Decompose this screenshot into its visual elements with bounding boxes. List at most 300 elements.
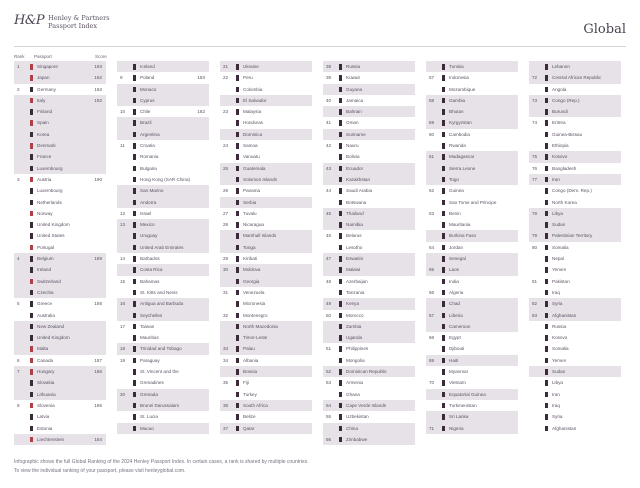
rank-value: 82	[532, 301, 538, 307]
passport-name: Monaco	[140, 86, 157, 92]
rank-value: 28	[223, 222, 229, 228]
ranking-row	[117, 151, 209, 162]
ranking-row	[426, 84, 518, 95]
ranking-row	[323, 411, 415, 422]
passport-name: Kenya	[346, 301, 360, 307]
passport-name: Togo	[449, 176, 459, 182]
ranking-row	[323, 84, 415, 95]
ranking-row	[529, 400, 621, 411]
flag-icon	[133, 87, 136, 93]
passport-name: Honduras	[243, 120, 263, 126]
flag-icon	[133, 120, 136, 126]
flag-icon	[133, 109, 136, 115]
ranking-row	[220, 355, 312, 366]
passport-name: Somalia	[552, 244, 569, 250]
ranking-row	[529, 174, 621, 185]
rank-value: 83	[532, 312, 538, 318]
flag-icon	[30, 177, 33, 183]
flag-icon	[545, 369, 548, 375]
flag-icon	[545, 426, 548, 432]
passport-name: Turkmenistan	[449, 402, 477, 408]
ranking-column	[529, 61, 621, 434]
flag-icon	[30, 380, 33, 386]
flag-icon	[442, 313, 445, 319]
passport-name: Kazakhstan	[346, 176, 371, 182]
flag-icon	[236, 313, 239, 319]
passport-name: Italy	[37, 97, 46, 103]
ranking-row	[14, 208, 106, 219]
ranking-row	[117, 298, 209, 309]
passport-name: St. Kitts and Nevis	[140, 289, 178, 295]
passport-name: Syria	[552, 414, 563, 420]
passport-name: Russia	[552, 323, 567, 329]
rank-value: 50	[326, 312, 332, 318]
passport-name: Bosnia	[243, 369, 258, 375]
ranking-row	[323, 355, 415, 366]
passport-name: Mexico	[140, 222, 155, 228]
passport-name: Cameroon	[449, 323, 471, 329]
passport-name: United Kingdom	[37, 222, 70, 228]
flag-icon	[236, 211, 239, 217]
passport-name: North Macedonia	[243, 323, 278, 329]
passport-name: Egypt	[449, 335, 461, 341]
flag-icon	[339, 346, 342, 352]
flag-icon	[339, 313, 342, 319]
flag-icon	[545, 98, 548, 104]
flag-icon	[30, 279, 33, 285]
flag-icon	[30, 369, 33, 375]
rank-value: 38	[326, 64, 332, 69]
passport-name: Thailand	[346, 210, 364, 216]
rank-value: 36	[223, 402, 229, 408]
rank-value: 16	[120, 301, 126, 307]
ranking-row	[14, 400, 106, 411]
passport-name: Korea	[37, 131, 50, 137]
rank-value: 56	[326, 436, 332, 442]
flag-icon	[545, 380, 548, 386]
ranking-row	[426, 253, 518, 264]
ranking-row	[220, 389, 312, 400]
rank-value: 73	[532, 97, 538, 103]
flag-icon	[30, 75, 33, 81]
ranking-row	[323, 219, 415, 230]
passport-name: Rwanda	[449, 143, 466, 149]
ranking-row	[117, 411, 209, 422]
passport-name: Solomon Islands	[243, 176, 277, 182]
passport-name: Luxembourg	[37, 165, 63, 171]
passport-name: Spain	[37, 120, 49, 126]
ranking-row	[117, 219, 209, 230]
rank-value: 8	[17, 402, 20, 408]
ranking-row	[323, 163, 415, 174]
passport-column-header: Passport	[34, 54, 52, 59]
flag-icon	[339, 154, 342, 160]
rank-value: 15	[120, 278, 126, 284]
ranking-row	[14, 185, 106, 196]
passport-name: Timor-Leste	[243, 335, 268, 341]
rank-value: 55	[326, 414, 332, 420]
ranking-row	[323, 72, 415, 83]
flag-icon	[545, 64, 548, 70]
rank-value: 53	[326, 380, 332, 386]
passport-name: Equatorial Guinea	[449, 391, 486, 397]
rank-value: 13	[120, 222, 126, 228]
passport-name: Botswana	[346, 199, 367, 205]
flag-icon	[339, 290, 342, 296]
flag-icon	[133, 301, 136, 307]
ranking-row	[117, 174, 209, 185]
flag-icon	[236, 324, 239, 330]
passport-name: Australia	[37, 312, 55, 318]
passport-name: Belgium	[37, 256, 54, 262]
flag-icon	[133, 132, 136, 138]
flag-icon	[133, 233, 136, 239]
flag-icon	[236, 426, 239, 432]
passport-name: Antigua and Barbuda	[140, 301, 184, 307]
ranking-row	[529, 185, 621, 196]
flag-icon	[236, 132, 239, 138]
flag-icon	[236, 256, 239, 262]
flag-icon	[236, 267, 239, 273]
flag-icon	[133, 267, 136, 273]
flag-icon	[442, 267, 445, 273]
rank-value: 44	[326, 188, 332, 194]
flag-icon	[442, 426, 445, 432]
flag-icon	[30, 358, 33, 364]
flag-icon	[236, 120, 239, 126]
passport-name: Dominican Republic	[346, 369, 387, 375]
ranking-row	[14, 197, 106, 208]
passport-name: Trinidad and Tobago	[140, 346, 182, 352]
passport-name: Yemen	[552, 267, 567, 273]
rank-value: 40	[326, 97, 332, 103]
passport-name: Argentina	[140, 131, 160, 137]
flag-icon	[545, 143, 548, 149]
ranking-row	[220, 185, 312, 196]
passport-name: Ghana	[346, 391, 360, 397]
passport-name: Dominica	[243, 131, 263, 137]
flag-icon	[133, 290, 136, 296]
ranking-row	[529, 411, 621, 422]
passport-name: Malta	[37, 346, 49, 352]
ranking-row	[529, 197, 621, 208]
rank-value: 64	[429, 244, 435, 250]
flag-icon	[442, 75, 445, 81]
passport-name: Algeria	[449, 289, 464, 295]
logo	[14, 14, 110, 30]
passport-name: Norway	[37, 210, 53, 216]
passport-name: Peru	[243, 75, 253, 81]
ranking-row	[117, 106, 209, 117]
logo-line-2: Passport Index	[48, 22, 98, 30]
rank-value: 24	[223, 143, 229, 149]
flag-icon	[30, 267, 33, 273]
ranking-row	[14, 366, 106, 377]
ranking-row	[529, 310, 621, 321]
ranking-row	[426, 343, 518, 354]
passport-name: Slovakia	[37, 380, 55, 386]
flag-icon	[339, 87, 342, 93]
passport-name: Central African Republic	[552, 75, 602, 81]
flag-icon	[442, 233, 445, 239]
flag-icon	[236, 346, 239, 352]
ranking-row	[323, 389, 415, 400]
flag-icon	[339, 324, 342, 330]
passport-name: Fiji	[243, 380, 249, 386]
passport-name: Singapore	[37, 64, 58, 69]
ranking-row	[220, 151, 312, 162]
flag-icon	[339, 437, 342, 443]
passport-name: Namibia	[346, 222, 363, 228]
passport-name: Bahrain	[346, 109, 362, 115]
ranking-row	[14, 276, 106, 287]
passport-name: Zambia	[346, 323, 362, 329]
flag-icon	[339, 380, 342, 386]
flag-icon	[133, 279, 136, 285]
ranking-row	[117, 377, 209, 388]
ranking-row	[14, 106, 106, 117]
rank-value: 33	[223, 346, 229, 352]
ranking-row	[220, 310, 312, 321]
passport-name: Belarus	[346, 233, 362, 239]
ranking-row	[117, 400, 209, 411]
passport-name: Iran	[552, 176, 560, 182]
flag-icon	[133, 143, 136, 149]
passport-name: Liechtenstein	[37, 436, 65, 442]
ranking-column	[323, 61, 415, 445]
passport-name: Mauritius	[140, 335, 159, 341]
ranking-row	[14, 84, 106, 95]
passport-name: Tuvalu	[243, 210, 257, 216]
ranking-row	[529, 219, 621, 230]
flag-icon	[545, 166, 548, 172]
ranking-row	[426, 117, 518, 128]
passport-name: Denmark	[37, 143, 56, 149]
passport-name: Somalia	[552, 346, 569, 352]
flag-icon	[442, 279, 445, 285]
rank-value: 76	[532, 165, 538, 171]
passport-name: Jamaica	[346, 97, 364, 103]
ranking-row	[220, 95, 312, 106]
ranking-row	[14, 163, 106, 174]
score-value: 184	[94, 436, 102, 442]
flag-icon	[236, 154, 239, 160]
passport-name: Chad	[449, 301, 460, 307]
passport-name: Libya	[552, 380, 563, 386]
ranking-row	[323, 276, 415, 287]
flag-icon	[545, 120, 548, 126]
flag-icon	[30, 437, 33, 443]
ranking-row	[529, 230, 621, 241]
rank-column-header: Rank	[14, 54, 25, 59]
passport-name: Kuwait	[346, 75, 360, 81]
passport-name: Andorra	[140, 199, 157, 205]
flag-icon	[236, 109, 239, 115]
ranking-row	[323, 310, 415, 321]
ranking-row	[426, 230, 518, 241]
logo-line-1: Henley & Partners	[48, 14, 110, 22]
flag-icon	[442, 358, 445, 364]
rank-value: 45	[326, 210, 332, 216]
passport-name: Seychelles	[140, 312, 163, 318]
ranking-row	[14, 389, 106, 400]
ranking-row	[529, 129, 621, 140]
flag-icon	[133, 369, 136, 375]
rank-value: 29	[223, 256, 229, 262]
ranking-row	[529, 343, 621, 354]
flag-icon	[236, 301, 239, 307]
ranking-row	[14, 151, 106, 162]
flag-icon	[339, 177, 342, 183]
ranking-row	[117, 129, 209, 140]
rank-value: 5	[17, 301, 20, 307]
ranking-row	[529, 298, 621, 309]
score-value: 188	[94, 301, 102, 307]
passport-name: Albania	[243, 357, 259, 363]
ranking-row	[529, 377, 621, 388]
ranking-row	[14, 377, 106, 388]
passport-name: Palestinian Territory	[552, 233, 593, 239]
passport-name: Germany	[37, 86, 56, 92]
flag-icon	[442, 256, 445, 262]
passport-name: Uruguay	[140, 233, 158, 239]
passport-name: Haiti	[449, 357, 459, 363]
passport-name: Myanmar	[449, 369, 469, 375]
passport-name: Bangladesh	[552, 165, 577, 171]
passport-name: India	[449, 278, 459, 284]
rank-value: 32	[223, 312, 229, 318]
passport-name: Hungary	[37, 369, 55, 375]
passport-name: Brazil	[140, 120, 152, 126]
rank-value: 31	[223, 289, 229, 295]
rank-value: 63	[429, 210, 435, 216]
passport-name: St. Vincent and the	[140, 369, 179, 375]
passport-name: Nepal	[552, 256, 565, 262]
ranking-row	[117, 117, 209, 128]
rank-value: 2	[17, 86, 20, 92]
ranking-row	[14, 230, 106, 241]
passport-name: Syria	[552, 301, 563, 307]
flag-icon	[339, 132, 342, 138]
passport-name: Georgia	[243, 278, 260, 284]
passport-name: Iraq	[552, 402, 560, 408]
ranking-row	[220, 129, 312, 140]
ranking-row	[323, 400, 415, 411]
flag-icon	[545, 279, 548, 285]
ranking-row	[117, 242, 209, 253]
flag-icon	[30, 64, 33, 70]
passport-name: Bolivia	[346, 154, 360, 160]
flag-icon	[236, 200, 239, 206]
passport-name: Israel	[140, 210, 152, 216]
ranking-row	[323, 117, 415, 128]
ranking-row	[426, 423, 518, 434]
ranking-row	[426, 95, 518, 106]
passport-name: Iraq	[552, 289, 560, 295]
ranking-row	[323, 106, 415, 117]
passport-name: Oman	[346, 120, 359, 126]
ranking-row	[323, 174, 415, 185]
rank-value: 78	[532, 210, 538, 216]
rank-value: 59	[429, 120, 435, 126]
passport-name: Guyana	[346, 86, 363, 92]
flag-icon	[545, 403, 548, 409]
passport-name: Paraguay	[140, 357, 160, 363]
passport-name: Costa Rica	[140, 267, 163, 273]
ranking-row	[323, 377, 415, 388]
flag-icon	[30, 143, 33, 149]
ranking-column	[14, 61, 106, 445]
passport-name: Micronesia	[243, 301, 266, 307]
flag-icon	[133, 98, 136, 104]
ranking-row	[220, 242, 312, 253]
passport-name: Greece	[37, 301, 53, 307]
passport-name: Finland	[37, 109, 53, 115]
ranking-row	[529, 151, 621, 162]
passport-name: Nigeria	[449, 425, 464, 431]
ranking-row	[220, 400, 312, 411]
flag-icon	[30, 188, 33, 194]
flag-icon	[236, 392, 239, 398]
passport-name: Kosovo	[552, 154, 568, 160]
rank-value: 49	[326, 301, 332, 307]
flag-icon	[30, 211, 33, 217]
passport-name: Jordan	[449, 244, 464, 250]
ranking-row	[14, 117, 106, 128]
ranking-row	[14, 343, 106, 354]
flag-icon	[442, 98, 445, 104]
flag-icon	[133, 313, 136, 319]
ranking-row	[117, 287, 209, 298]
score-value: 192	[94, 86, 102, 92]
passport-name: Latvia	[37, 414, 50, 420]
passport-name: Zimbabwe	[346, 436, 368, 442]
ranking-row	[426, 332, 518, 343]
passport-name: Slovenia	[37, 402, 55, 408]
rank-value: 79	[532, 233, 538, 239]
ranking-row	[426, 321, 518, 332]
passport-name: Indonesia	[449, 75, 469, 81]
passport-name: Sudan	[552, 369, 566, 375]
rank-value: 7	[17, 369, 20, 375]
ranking-row	[117, 95, 209, 106]
passport-name: Croatia	[140, 143, 155, 149]
ranking-row	[529, 332, 621, 343]
ranking-row	[426, 411, 518, 422]
passport-name: Bahamas	[140, 278, 160, 284]
rank-value: 34	[223, 357, 229, 363]
passport-name: Lebanon	[552, 64, 570, 69]
rank-value: 57	[429, 75, 435, 81]
flag-icon	[236, 335, 239, 341]
score-value: 183	[197, 75, 205, 81]
flag-icon	[442, 245, 445, 251]
flag-icon	[133, 403, 136, 409]
flag-icon	[133, 380, 136, 386]
flag-icon	[30, 256, 33, 262]
flag-icon	[133, 154, 136, 160]
flag-icon	[236, 403, 239, 409]
rank-value: 51	[326, 346, 332, 352]
flag-icon	[30, 403, 33, 409]
flag-icon	[442, 64, 445, 70]
flag-icon	[30, 109, 33, 115]
flag-icon	[442, 188, 445, 194]
flag-icon	[442, 87, 445, 93]
flag-icon	[442, 335, 445, 341]
ranking-row	[323, 95, 415, 106]
passport-name: Burundi	[552, 109, 568, 115]
